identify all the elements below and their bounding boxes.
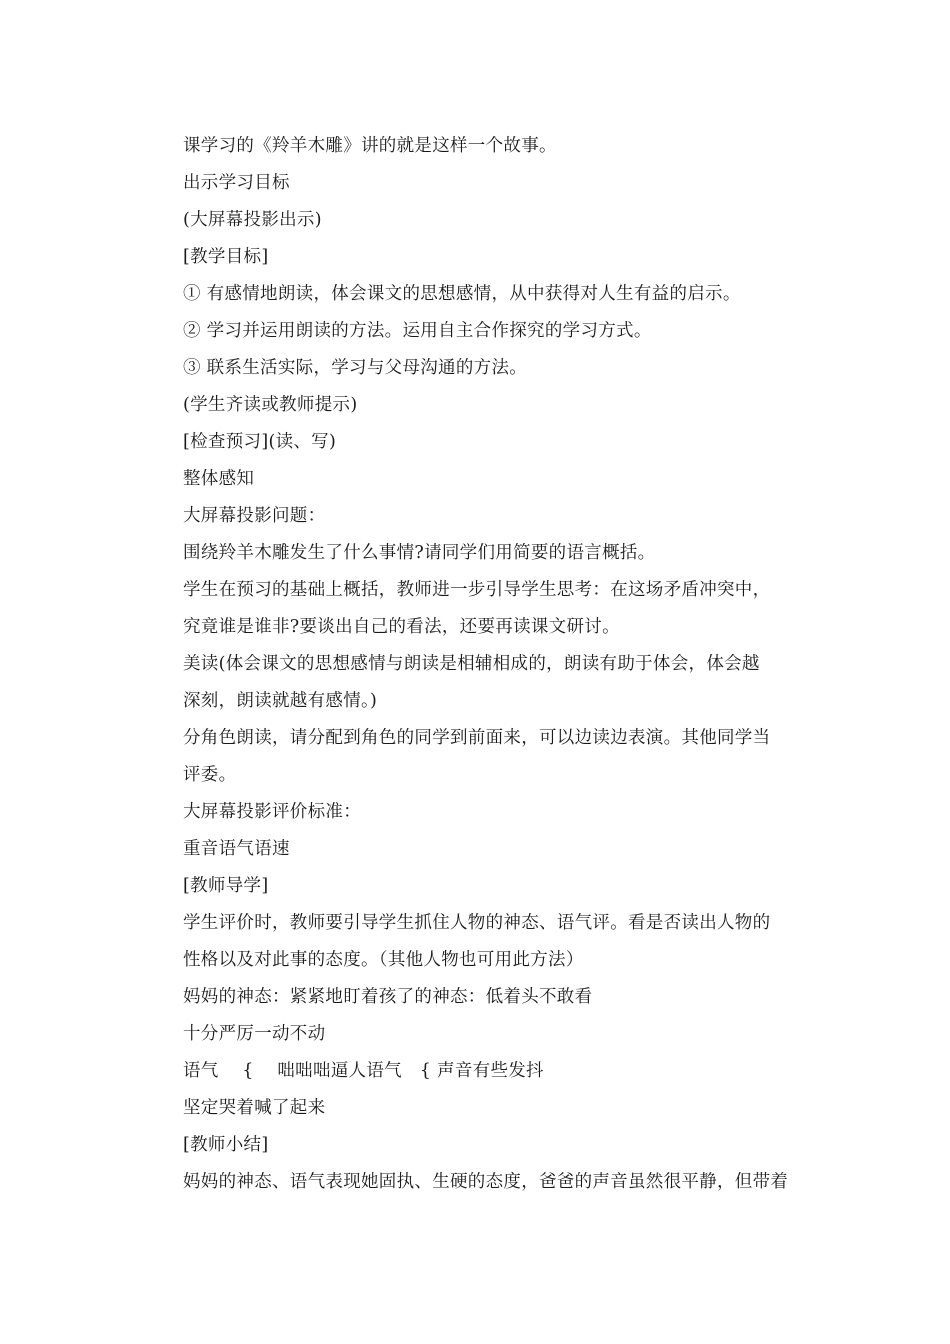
text-line: 妈妈的神态：紧紧地盯着孩了的神态：低着头不敢看 bbox=[183, 987, 593, 1007]
section-heading: 出示学习目标 bbox=[183, 173, 290, 193]
paragraph-line: 分角色朗读，请分配到角色的同学到前面来，可以边读边表演。其他同学当 bbox=[183, 728, 771, 748]
text-line: 重音语气语速 bbox=[183, 839, 290, 859]
section-heading: 整体感知 bbox=[183, 469, 255, 489]
paragraph-line: 学生在预习的基础上概括，教师进一步引导学生思考：在这场矛盾冲突中， bbox=[183, 580, 771, 600]
paragraph-line: 美读(体会课文的思想感情与朗读是相辅相成的，朗读有助于体会，体会越 bbox=[183, 654, 760, 674]
list-item: ① 有感情地朗读，体会课文的思想感情，从中获得对人生有益的启示。 bbox=[183, 284, 741, 304]
section-heading: [检查预习](读、写) bbox=[183, 432, 337, 452]
text-line: 十分严厉一动不动 bbox=[183, 1024, 326, 1044]
paragraph-line: 评委。 bbox=[183, 765, 237, 785]
section-heading: [教学目标] bbox=[183, 247, 269, 267]
text-line: 大屏幕投影评价标准： bbox=[183, 802, 361, 822]
text-line: 坚定哭着喊了起来 bbox=[183, 1098, 326, 1118]
paragraph-line: 妈妈的神态、语气表现她固执、生硬的态度，爸爸的声音虽然很平静，但带着 bbox=[183, 1172, 789, 1192]
section-heading: [教师导学] bbox=[183, 876, 269, 896]
text-line: 围绕羚羊木雕发生了什么事情?请同学们用简要的语言概括。 bbox=[183, 543, 656, 563]
text-line: 语气 { 咄咄咄逼人语气 { 声音有些发抖 bbox=[183, 1061, 544, 1081]
text-line: 大屏幕投影问题： bbox=[183, 506, 326, 526]
paragraph-line: 究竟谁是谁非?要谈出自己的看法，还要再读课文研讨。 bbox=[183, 617, 620, 637]
paragraph-line: 深刻，朗读就越有感情。) bbox=[183, 691, 378, 711]
list-item: ② 学习并运用朗读的方法。运用自主合作探究的学习方式。 bbox=[183, 321, 652, 341]
text-line: (学生齐读或教师提示) bbox=[183, 395, 358, 415]
paragraph-line: 性格以及对此事的态度。（其他人物也可用此方法） bbox=[183, 950, 584, 970]
paragraph-line: 学生评价时，教师要引导学生抓住人物的神态、语气评。看是否读出人物的 bbox=[183, 913, 771, 933]
list-item: ③ 联系生活实际，学习与父母沟通的方法。 bbox=[183, 358, 528, 378]
text-line: 课学习的《羚羊木雕》讲的就是这样一个故事。 bbox=[183, 136, 557, 156]
document-body bbox=[183, 128, 813, 1201]
text-line: (大屏幕投影出示) bbox=[183, 210, 322, 230]
section-heading: [教师小结] bbox=[183, 1135, 269, 1155]
